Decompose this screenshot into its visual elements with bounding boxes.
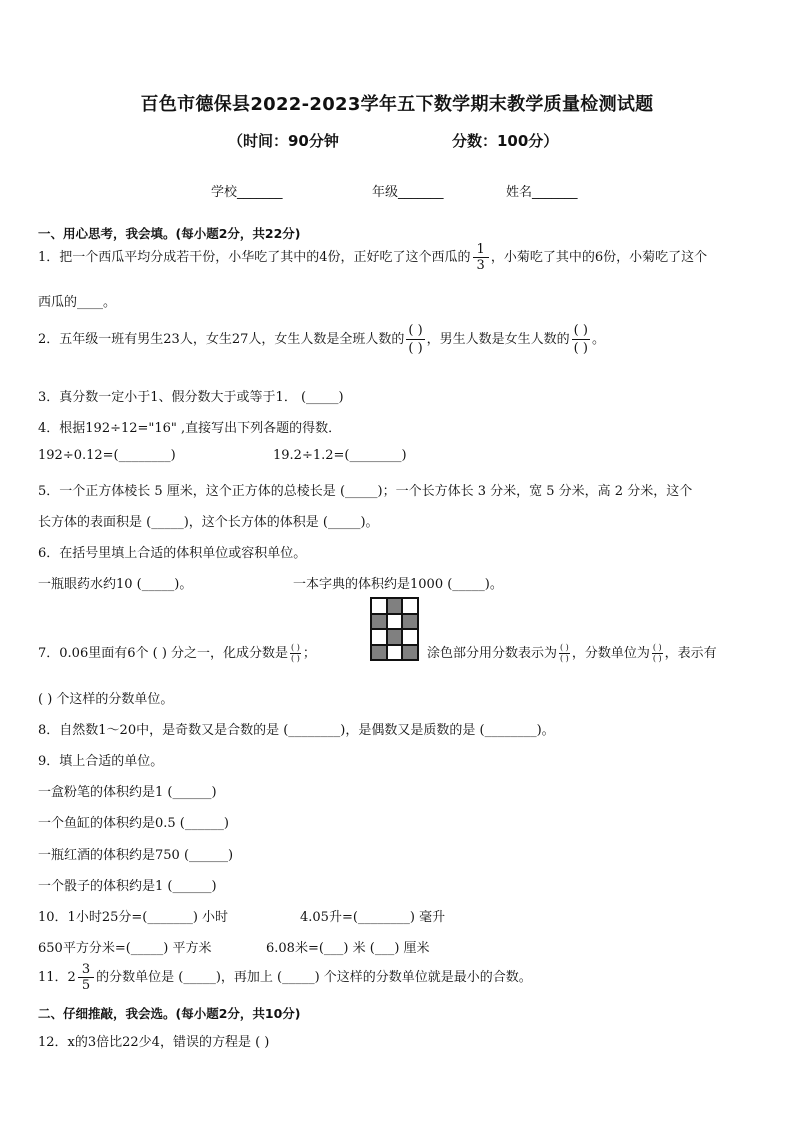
question-7-text-b: ；: [302, 646, 316, 661]
question-9-b: 一个鱼缸的体积约是0.5 (______): [38, 816, 229, 831]
grid-cell-shaded: [402, 645, 418, 661]
question-11-prefix: 11．: [38, 970, 68, 985]
question-2: [38, 324, 605, 355]
question-11-text: 的分数单位是 (_____)，再加上 (_____) 个这样的分数单位就是最小的合数。: [96, 970, 532, 985]
question-4-b: 19.2÷1.2=(________): [273, 448, 407, 463]
question-7-line-2: ( ) 个这样的分数单位。: [38, 692, 174, 707]
fraction-numerator: ( ): [573, 323, 588, 338]
fraction-blank[interactable]: [652, 644, 663, 663]
question-1-text-b: ，小菊吃了其中的6份，小菊吃了这个: [490, 250, 708, 265]
question-9: 9．填上合适的单位。: [38, 754, 164, 769]
question-7-text-d: ，分数单位为: [571, 646, 650, 661]
question-7-part-a: [38, 642, 316, 663]
fraction-denominator: 3: [476, 258, 485, 273]
question-9-a: 一盒粉笔的体积约是1 (______): [38, 785, 217, 800]
question-10-c: 650平方分米=(_____) 平方米: [38, 941, 212, 956]
question-3: 3．真分数一定小于1、假分数大于或等于1． (_____): [38, 390, 344, 405]
grid-cell-shaded: [402, 614, 418, 630]
question-2-text-a: 2．五年级一班有男生23人，女生27人，女生人数是全班人数的: [38, 332, 405, 347]
grid-cell-shaded: [371, 645, 387, 661]
question-1-text-a: 1．把一个西瓜平均分成若干份，小华吃了其中的4份，正好吃了这个西瓜的: [38, 250, 471, 265]
question-10-b: 4.05升=(________) 毫升: [300, 910, 446, 925]
question-5-line-2: 长方体的表面积是 (_____)，这个长方体的体积是 (_____)。: [38, 515, 379, 530]
grid-cell: [387, 614, 403, 630]
question-8: 8．自然数1～20中，是奇数又是合数的是 (________)，是偶数又是质数的是 (________)。: [38, 723, 555, 738]
name-field[interactable]: 姓名_______: [506, 185, 578, 200]
fraction-one-third: [473, 242, 489, 273]
fraction-three-fifths: [78, 962, 94, 993]
grade-field[interactable]: 年级_______: [372, 185, 444, 200]
shaded-grid-figure: [370, 597, 419, 661]
question-9-d: 一个骰子的体积约是1 (______): [38, 879, 217, 894]
mixed-number-whole: 2: [67, 970, 76, 985]
question-4: 4．根据192÷12="16" ,直接写出下列各题的得数．: [38, 421, 342, 436]
fraction-blank[interactable]: [559, 644, 570, 663]
question-10-a: 10．1小时25分=(_______) 小时: [38, 910, 229, 925]
fraction-denominator: ( ): [652, 654, 662, 663]
question-7-text-c: 涂色部分用分数表示为: [427, 646, 558, 661]
grid-cell: [371, 598, 387, 614]
question-7-text-a: 7．0.06里面有6个 ( ) 分之一，化成分数是: [38, 646, 289, 661]
fraction-numerator: ( ): [408, 323, 423, 338]
section-2-heading: 二、仔细推敲，我会选。(每小题2分，共10分): [38, 1006, 301, 1021]
question-9-c: 一瓶红酒的体积约是750 (______): [38, 848, 234, 863]
fraction-denominator: ( ): [573, 341, 588, 356]
fraction-blank[interactable]: [290, 644, 301, 663]
fraction-blank[interactable]: [572, 324, 590, 355]
fraction-numerator: ( ): [560, 643, 569, 652]
question-6-b: 一本字典的体积约是1000 (_____)。: [293, 577, 503, 592]
school-field[interactable]: 学校_______: [211, 185, 283, 200]
question-2-text-c: 。: [591, 332, 605, 347]
question-4-a: 192÷0.12=(________): [38, 448, 176, 463]
page-title: 百色市德保县2022-2023学年五下数学期末教学质量检测试题: [140, 94, 654, 115]
fraction-denominator: ( ): [291, 654, 300, 663]
question-6-a: 一瓶眼药水约10 (_____)。: [38, 577, 193, 592]
fraction-numerator: 1: [473, 242, 489, 258]
fraction-denominator: 5: [81, 978, 91, 993]
grid-cell-shaded: [387, 629, 403, 645]
exam-score: 分数：100分）: [452, 132, 559, 150]
question-12: 12．x的3倍比22少4，错误的方程是 ( ): [38, 1035, 270, 1050]
question-10-d: 6.08米=(___) 米 (___) 厘米: [266, 941, 430, 956]
grid-cell: [402, 598, 418, 614]
section-1-heading: 一、用心思考，我会填。(每小题2分，共22分): [38, 226, 301, 241]
question-1: [38, 242, 707, 273]
fraction-numerator: 3: [78, 962, 94, 978]
fraction-denominator: ( ): [560, 654, 569, 663]
question-7-text-e: ，表示有: [664, 646, 717, 661]
grid-cell: [387, 645, 403, 661]
fraction-numerator: ( ): [291, 643, 300, 652]
fraction-denominator: ( ): [408, 341, 423, 356]
question-6: 6．在括号里填上合适的体积单位或容积单位。: [38, 546, 307, 561]
question-1-line-2: 西瓜的____。: [38, 295, 117, 310]
fraction-numerator: ( ): [652, 643, 662, 652]
grid-cell: [371, 629, 387, 645]
exam-time: （时间：90分钟: [228, 132, 339, 150]
grid-cell-shaded: [371, 614, 387, 630]
question-11: [38, 962, 532, 993]
grid-cell: [402, 629, 418, 645]
question-2-text-b: ，男生人数是女生人数的: [426, 332, 570, 347]
question-7-part-b: [427, 642, 717, 663]
question-5-line-1: 5．一个正方体棱长 5 厘米，这个正方体的总棱长是 (_____)；一个长方体长 3 分米，宽 5 分米，高 2 分米，这个: [38, 484, 693, 499]
fraction-blank[interactable]: [406, 324, 424, 355]
grid-cell-shaded: [387, 598, 403, 614]
